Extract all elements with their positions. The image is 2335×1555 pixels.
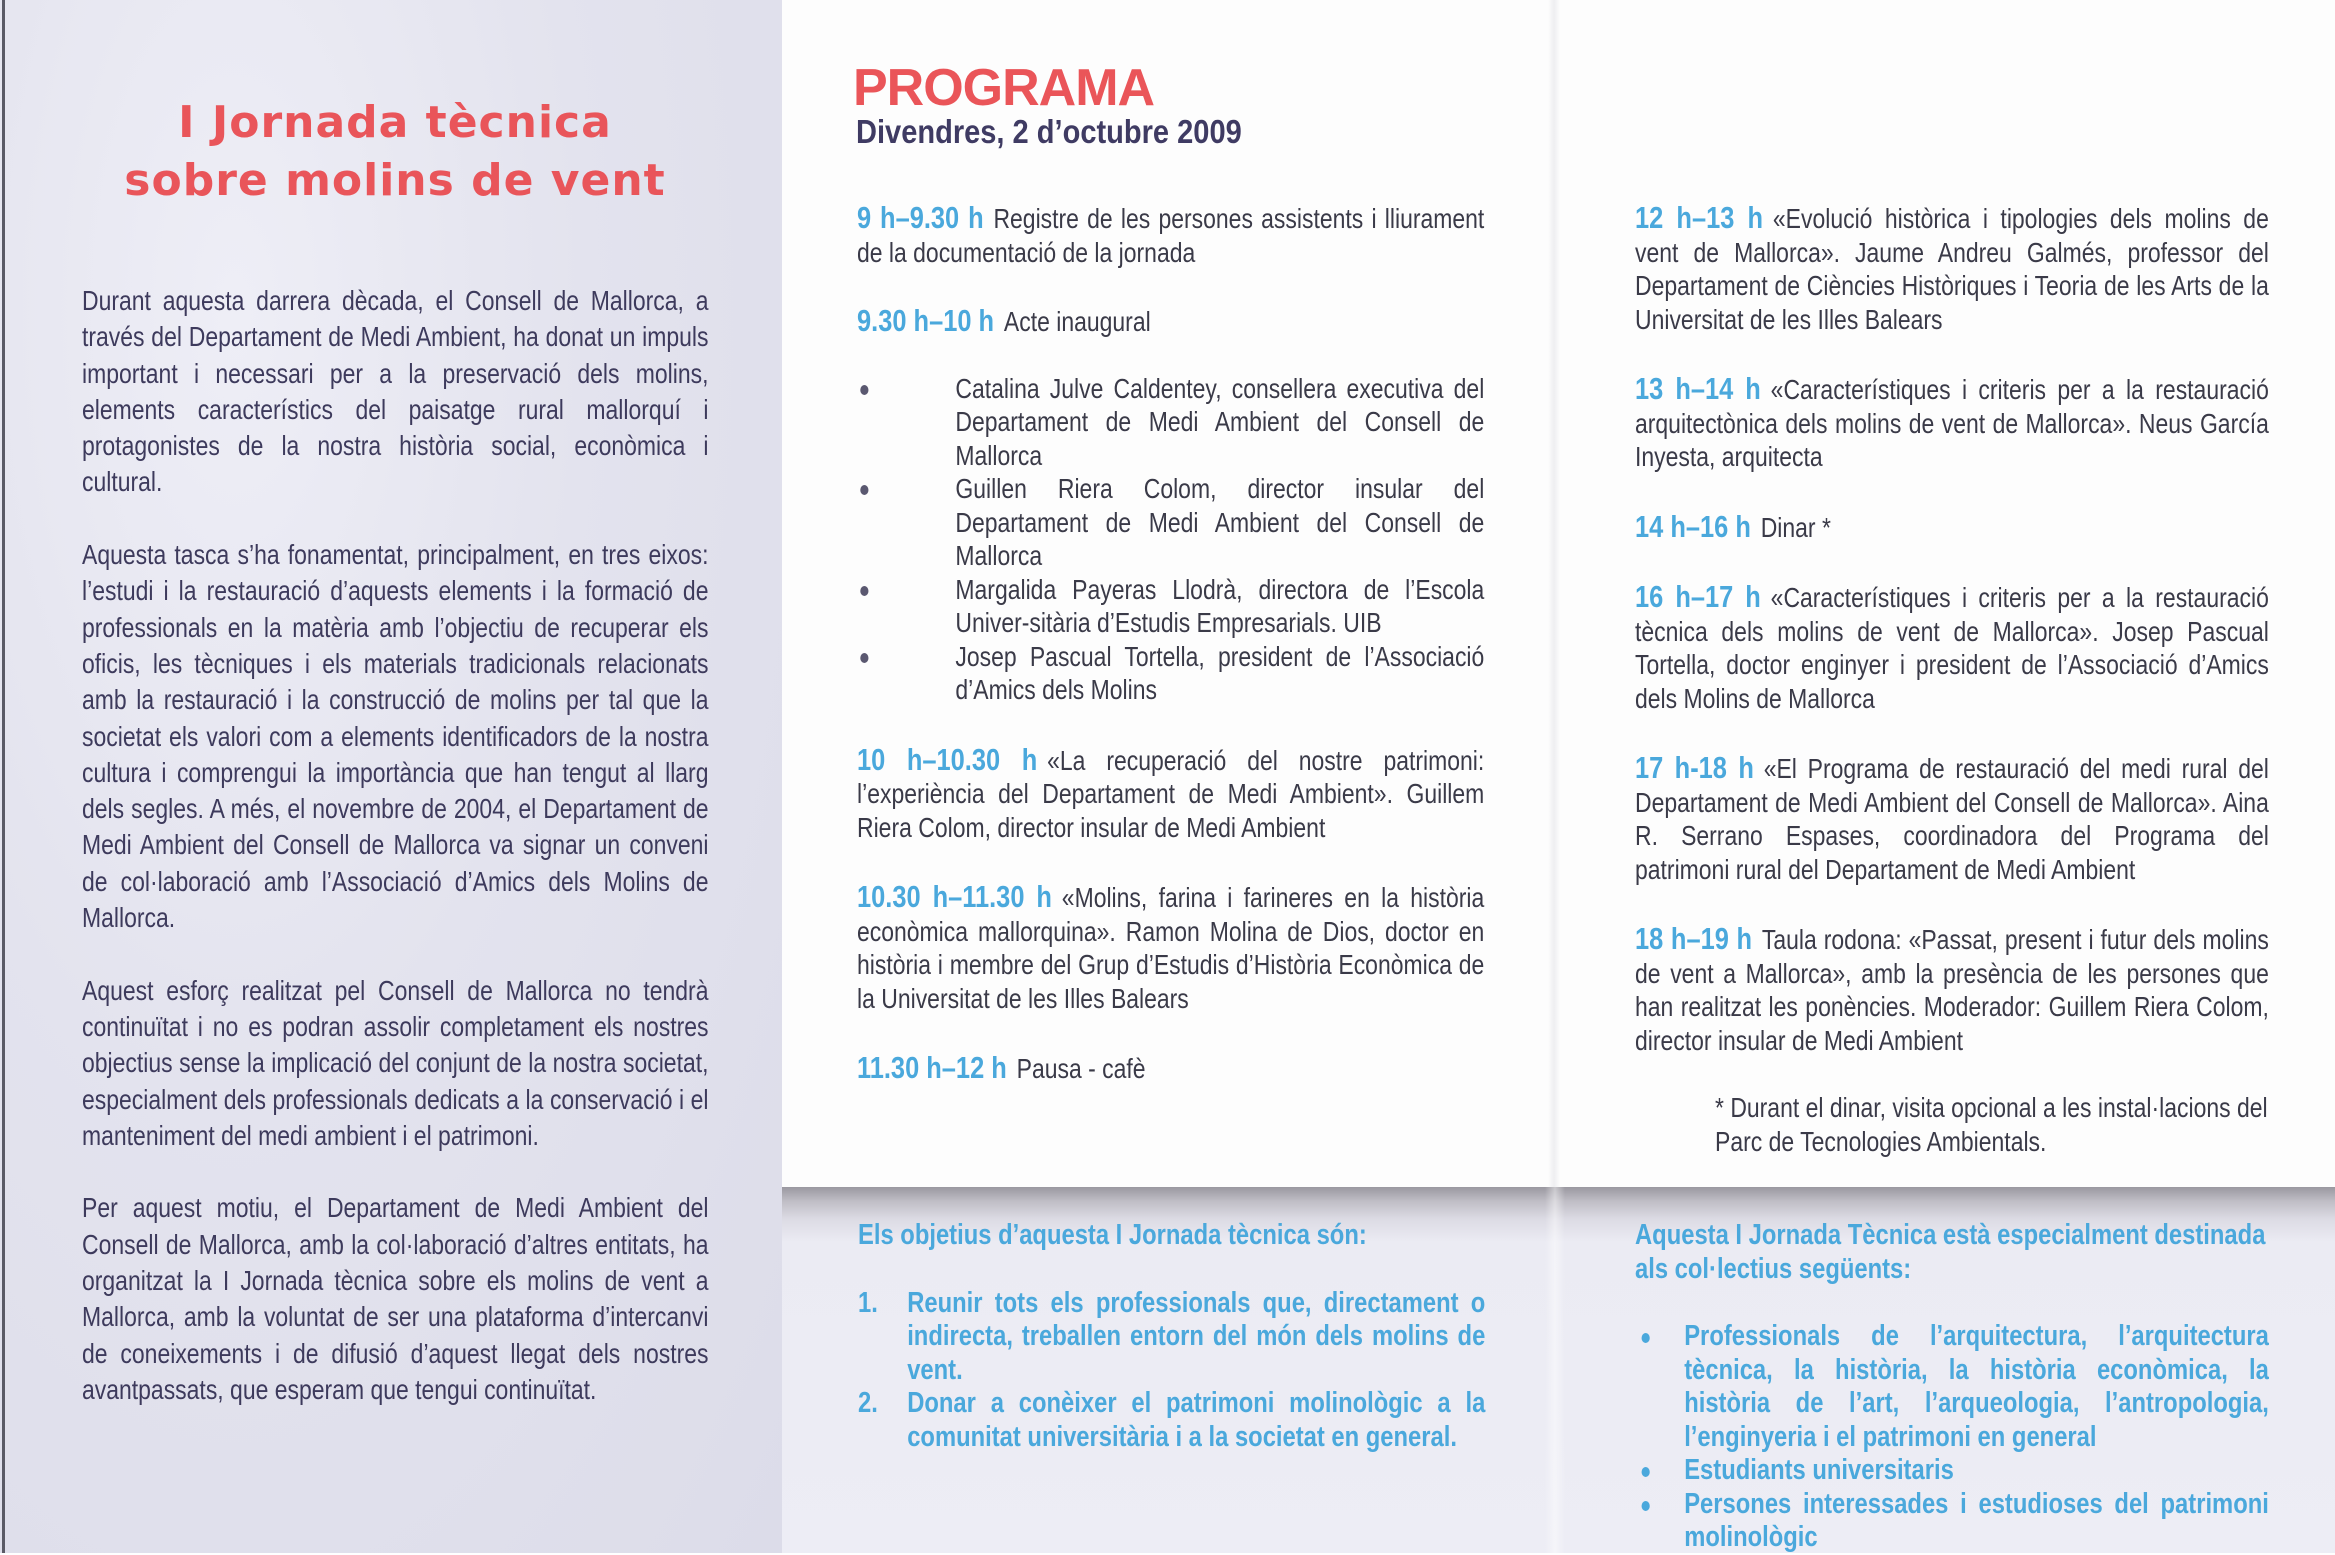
schedule-entry	[857, 304, 1484, 339]
programa-date: Divendres, 2 d’octubre 2009	[856, 113, 1242, 150]
objective-item	[858, 1287, 1485, 1388]
schedule-entry	[1635, 510, 2269, 545]
schedule-entry	[857, 743, 1484, 845]
page-edge-line	[2, 0, 5, 1553]
objectives-section	[858, 1219, 1485, 1454]
bottom-fold-seam	[1545, 1187, 1565, 1553]
speaker-item: Catalina Julve Caldentey, consellera executiva del Departament de Medi Ambient del Consell de Mallorca	[857, 372, 1484, 473]
programa-title: PROGRAMA	[853, 59, 1155, 117]
objectives-heading: Els objetius d’aquesta I Jornada tècnica són:	[858, 1219, 1367, 1251]
schedule-time: 11.30 h–12 h	[857, 1050, 1007, 1085]
schedule-description: «Característiques i criteris per a la restauració arquitectònica dels molins de vent de Mallorca». Neus García Inyesta, arquitecta	[1635, 374, 2269, 472]
schedule-entry	[857, 1051, 1484, 1086]
intro-paragraph-4: Per aquest motiu, el Departament de Medi Ambient del Consell de Mallorca, amb la col·laboració d’altres entitats, ha organitzat la I Jornada tècnica sobre els molins de vent a Mallorca, amb la voluntat de ser una plataforma d’intercanvi de coneixements i de difusió d’aquest llegat dels nostres avantpassats, que esperam que tengui continuïtat.	[82, 1192, 709, 1405]
speaker-item: Margalida Payeras Llodrà, directora de l’Escola Univer-sitària d’Estudis Empresarials. UIB	[857, 573, 1484, 640]
speaker-item: Guillen Riera Colom, director insular del Departament de Medi Ambient del Consell de Mallorca	[857, 472, 1484, 573]
objective-number: 1.	[858, 1286, 878, 1319]
title-line-1: I Jornada tècnica	[178, 97, 612, 148]
intro-paragraph-2: Aquesta tasca s’ha fonamentat, principalment, en tres eixos: l’estudi i la restauració d’aquests elements i la formació de professionals en la matèria amb l’objectiu de recuperar els oficis, les tècniques i els materials tradicionals relacionats amb la restauració i la construcció de molins per tal que la societat els valori com a elements identificadors de la nostra cultura i comprengui la importància que han tengut al llarg dels segles. A més, el novembre de 2004, el Departament de Medi Ambient del Consell de Mallorca va signar un conveni de col·laboració amb l’Associació d’Amics dels Molins de Mallorca.	[82, 539, 709, 934]
objective-item	[858, 1387, 1485, 1454]
column-fold-seam	[1548, 0, 1560, 1187]
schedule-entry	[1635, 751, 2269, 886]
schedule-description: «Evolució històrica i tipologies dels molins de vent de Mallorca». Jaume Andreu Galmés, professor del Departament de Ciències Històriques i Teoria de les Arts de la Universitat de les Illes Balears	[1635, 203, 2269, 335]
intro-paragraph-1: Durant aquesta darrera dècada, el Consell de Mallorca, a través del Departament de Medi Ambient, ha donat un impuls important i necessari per a la preservació dels molins, elements característics del paisatge rural mallorquí i protagonistes de la nostra història social, econòmica i cultural.	[82, 285, 709, 498]
audience-section	[1635, 1219, 2269, 1555]
audience-item: Persones interessades i estudioses del patrimoni molinològic	[1635, 1488, 2269, 1555]
title-line-2: sobre molins de vent	[124, 155, 666, 206]
schedule-time: 12 h–13 h	[1635, 200, 1764, 235]
schedule-time: 17 h-18 h	[1635, 750, 1754, 785]
audience-list	[1635, 1320, 2269, 1555]
schedule-description: Taula rodona: «Passat, present i futur dels molins de vent a Mallorca», amb la presència de les persones que han realitzat les ponències. Moderador: Guillem Riera Colom, director insular de Medi Ambient	[1635, 924, 2269, 1056]
schedule-description: Pausa - cafè	[1016, 1053, 1146, 1084]
intro-paragraph-3: Aquest esforç realitzat pel Consell de Mallorca no tendrà continuïtat i no es podran assolir completament els nostres objectius sense la implicació del conjunt de la nostra societat, especialment dels professionals dedicats a la conservació i el manteniment del medi ambient i el patrimoni.	[82, 974, 709, 1151]
schedule-entry	[1635, 580, 2269, 715]
schedule-entry	[857, 880, 1484, 1015]
schedule-time: 13 h–14 h	[1635, 371, 1761, 406]
schedule-description: Dinar *	[1760, 511, 1831, 543]
objective-text: Reunir tots els professionals que, directament o indirecta, treballen entorn del món dels molins de vent.	[907, 1286, 1486, 1386]
schedule-description: «Molins, farina i farineres en la història econòmica mallorquina». Ramon Molina de Dios, doctor en història i membre del Grup d’Estudis d’Història Econòmica de la Universitat de les Illes Balears	[857, 882, 1485, 1014]
lunch-footnote: * Durant el dinar, visita opcional a les instal·lacions del Parc de Tecnologies Ambientals.	[1715, 1092, 2268, 1157]
schedule-column-2	[1635, 201, 2269, 1057]
audience-item: Professionals de l’arquitectura, l’arquitectura tècnica, la història, la història econòmica, la història de l’art, l’arqueologia, l’antropologia, l’enginyeria i el patrimoni en general	[1635, 1320, 2269, 1454]
jornada-title	[60, 94, 730, 210]
intro-text	[82, 283, 708, 1408]
objective-text: Donar a conèixer el patrimoni molinològic a la comunitat universitària i a la societat en general.	[907, 1387, 1486, 1453]
schedule-description: «El Programa de restauració del medi rural del Departament de Medi Ambient del Consell de Mallorca». Aina R. Serrano Espases, coordinadora del Programa del patrimoni rural del Departament de Medi Ambient	[1635, 753, 2269, 885]
inaugural-speakers-list	[857, 372, 1484, 707]
schedule-time: 9.30 h–10 h	[857, 303, 995, 338]
schedule-column-1	[857, 201, 1484, 1086]
schedule-entry	[1635, 922, 2269, 1057]
schedule-time: 10.30 h–11.30 h	[857, 879, 1052, 914]
schedule-entry	[1635, 372, 2269, 474]
schedule-description: «Característiques i criteris per a la restauració tècnica dels molins de vent de Mallorca». Josep Pascual Tortella, doctor enginyer i president de l’Associació d’Amics dels Molins de Mallorca	[1635, 582, 2269, 714]
schedule-description: Acte inaugural	[1003, 306, 1151, 337]
schedule-time: 9 h–9.30 h	[857, 200, 984, 235]
speaker-item: Josep Pascual Tortella, president de l’Associació d’Amics dels Molins	[857, 640, 1484, 707]
schedule-description: Registre de les persones assistents i lliurament de la documentació de la jornada	[857, 203, 1485, 268]
schedule-time: 16 h–17 h	[1635, 579, 1761, 614]
schedule-entry	[1635, 201, 2269, 336]
schedule-description: «La recuperació del nostre patrimoni: l’experiència del Departament de Medi Ambient». Guillem Riera Colom, director insular de Medi Ambient	[857, 744, 1485, 843]
objective-number: 2.	[858, 1387, 878, 1419]
audience-item: Estudiants universitaris	[1635, 1454, 2269, 1488]
audience-heading: Aquesta I Jornada Tècnica està especialment destinada als col·lectius següents:	[1635, 1219, 2266, 1285]
schedule-time: 18 h–19 h	[1635, 921, 1753, 956]
schedule-time: 10 h–10.30 h	[857, 741, 1038, 777]
schedule-time: 14 h–16 h	[1635, 508, 1751, 544]
objectives-list	[858, 1287, 1485, 1455]
schedule-entry	[857, 201, 1484, 269]
